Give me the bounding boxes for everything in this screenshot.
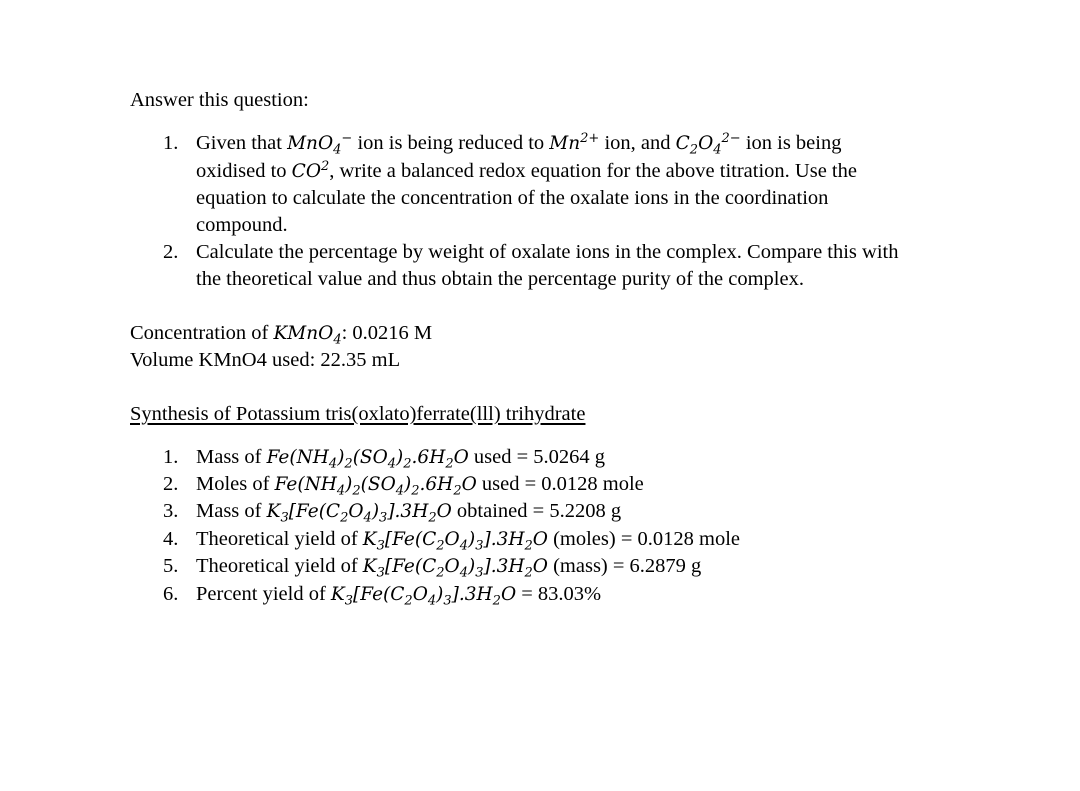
- question-2-number: 2.: [163, 241, 179, 263]
- kmno4-concentration: Concentration of KMnO$_4$: 0.0216 M: [130, 322, 433, 348]
- formula-mohrs-salt: $Fe(NH_4)_2(SO_4)_2.6H_2O$: [266, 447, 469, 472]
- synthesis-item: Moles of $Fe(NH_4)_2(SO_4)_2.6H_2O$ used = 0.0128 mole: [196, 473, 644, 499]
- formula-ferrioxalate: $K_3[Fe(C_2O_4)_3].3H_2O$: [330, 584, 517, 609]
- synthesis-item-number: 5.: [163, 555, 179, 577]
- question-1-number: 1.: [163, 132, 179, 154]
- synthesis-item-number: 1.: [163, 446, 179, 468]
- synthesis-item: Mass of $Fe(NH_4)_2(SO_4)_2.6H_2O$ used = 5.0264 g: [196, 446, 606, 472]
- formula-ferrioxalate: $K_3[Fe(C_2O_4)_3].3H_2O$: [266, 501, 452, 526]
- formula-kmno4: KMnO$_4$: [273, 323, 342, 348]
- question-1-line-3: equation to calculate the concentration of the oxalate ions in the coordination: [196, 187, 829, 209]
- synthesis-item-number: 4.: [163, 528, 179, 550]
- question-2-line-1: Calculate the percentage by weight of oxalate ions in the complex. Compare this with: [196, 241, 899, 263]
- synthesis-item: Mass of $K_3[Fe(C_2O_4)_3].3H_2O$ obtained = 5.2208 g: [196, 500, 622, 526]
- synthesis-item: Theoretical yield of $K_3[Fe(C_2O_4)_3].3H_2O$ (mass) = 6.2879 g: [196, 555, 702, 581]
- question-1-line-1: Given that MnO$_4$− ion is being reduced to $Mn^{2+}$ ion, and $C_2O_4^{2-}$ ion is being: [196, 130, 842, 158]
- synthesis-heading: Synthesis of Potassium tris(oxlato)ferrate(lll) trihydrate: [130, 403, 586, 425]
- formula-ferrioxalate: $K_3[Fe(C_2O_4)_3].3H_2O$: [362, 529, 548, 554]
- formula-mohrs-salt: $Fe(NH_4)_2(SO_4)_2.6H_2O$: [274, 474, 477, 499]
- question-1-line-2: oxidised to $CO^2$, write a balanced redox equation for the above titration. Use the: [196, 158, 857, 182]
- synthesis-item-number: 3.: [163, 500, 179, 522]
- question-2-line-2: the theoretical value and thus obtain the percentage purity of the complex.: [196, 268, 804, 290]
- synthesis-item-number: 6.: [163, 583, 179, 605]
- synthesis-item: Percent yield of $K_3[Fe(C_2O_4)_3].3H_2O = 83.03\%$: [196, 583, 602, 609]
- formula-carbon-dioxide: $CO^2$: [291, 158, 330, 182]
- synthesis-item-number: 2.: [163, 473, 179, 495]
- formula-oxalate: $C_2O_4^{2-}$: [675, 130, 741, 158]
- formula-permanganate: MnO$_4$−: [287, 130, 353, 158]
- synthesis-item: Theoretical yield of $K_3[Fe(C_2O_4)_3].3H_2O$ (moles) = 0.0128 mole: [196, 528, 741, 554]
- kmno4-volume: Volume KMnO4 used: 22.35 mL: [130, 349, 401, 371]
- question-prompt: Answer this question:: [130, 89, 309, 111]
- formula-manganese-ion: $Mn^{2+}$: [549, 130, 600, 154]
- formula-ferrioxalate: $K_3[Fe(C_2O_4)_3].3H_2O$: [362, 556, 548, 581]
- question-1-line-4: compound.: [196, 214, 288, 236]
